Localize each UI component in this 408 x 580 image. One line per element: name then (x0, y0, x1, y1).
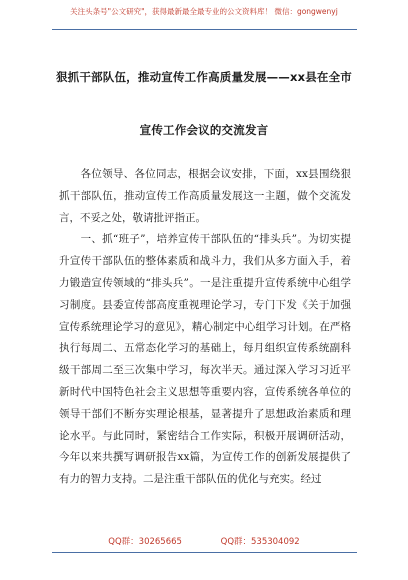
footer-qq-group-1: QQ群：30265665 (108, 537, 182, 547)
footer-qq-group-2: QQ群：535304092 (220, 537, 300, 547)
document-title-line-2: 宣传工作会议的交流发言 (139, 123, 269, 137)
document-body (59, 164, 351, 491)
paragraph-intro: 各位领导、各位同志，根据会议安排，下面，xx县围绕狠抓干部队伍，推动宣传工作高质量发展这一主题，做个交流发言，不妥之处，敬请批评指正。 (59, 168, 351, 224)
document-title-line-1: 狠抓干部队伍，推动宣传工作高质量发展——xx县在全市 (55, 70, 353, 84)
paragraph-section-1: 一、抓“班子”，培养宣传干部队伍的“排头兵”。为切实提升宣传干部队伍的整体素质和战斗力，我们从多方面入手，着力锻造宣传领域的“排头兵”。一是注重提升宣传系统中心组学习制度。县委宣传部高度重视理论学习，专门下发《关于加强宣传系统理论学习的意见》，精心制定中心组学习计划。在严格执行每周二、五常态化学习的基础上，每月组织宣传系统副科级干部周二至三次集中学习，每次半天。通过深入学习习近平新时代中国特色社会主义思想等重要内容，宣传系统各单位的领导干部们不断夯实理论根基，显著提升了思想政治素质和理论水平。与此同时，紧密结合工作实际，积极开展调研活动，今年以来共撰写调研报告xx篇，为宣传工作的创新发展提供了有力的智力支持。二是注重干部队伍的优化与充实。经过 (59, 233, 351, 486)
header-notice: 关注头条号"公文研究"，获得最新最全最专业的公文资料库！ 微信：gongwenyj (70, 7, 338, 16)
footer-contact (0, 535, 408, 547)
footer-divider (52, 552, 357, 553)
header-divider (52, 29, 357, 30)
